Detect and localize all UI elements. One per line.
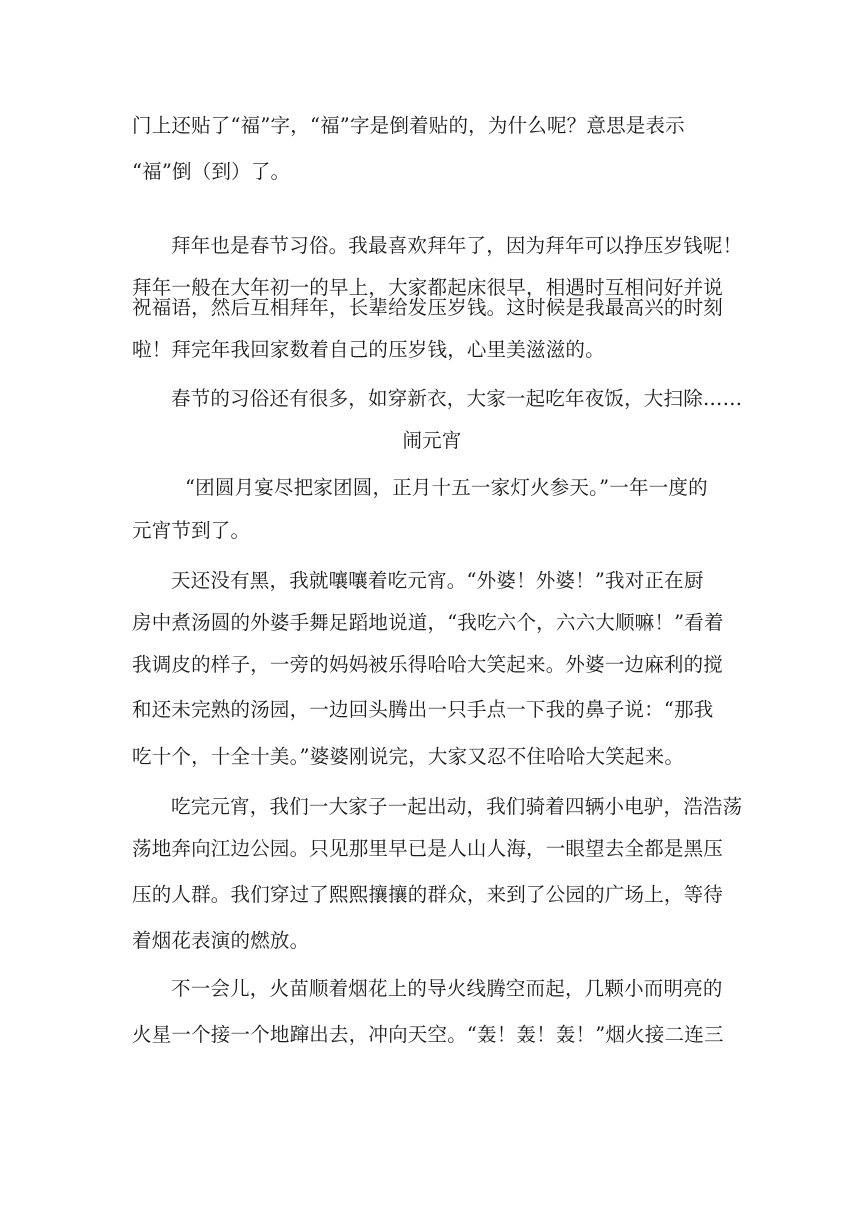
- paragraph-start: 春节的习俗还有很多，如穿新衣，大家一起吃年夜饭，大扫除……: [171, 387, 743, 410]
- text-line: “福”倒（到）了。: [132, 160, 291, 183]
- text-line: 啦！拜完年我回家数着自己的压岁钱，心里美滋滋的。: [132, 338, 605, 361]
- text-line: 着烟花表演的燃放。: [132, 929, 310, 952]
- text-line: 荡地奔向江边公园。只见那里早已是人山人海，一眼望去全都是黑压: [132, 837, 724, 860]
- text-line: 和还未完熟的汤园，一边回头腾出一只手点一下我的鼻子说：“那我: [132, 698, 714, 721]
- text-line: 我调皮的样子，一旁的妈妈被乐得哈哈大笑起来。外婆一边麻利的搅: [132, 653, 724, 676]
- text-line: 祝福语，然后互相拜年，长辈给发压岁钱。这时候是我最高兴的时刻: [132, 296, 724, 319]
- text-line: 火星一个接一个地蹿出去，冲向天空。“轰！轰！轰！”烟火接二连三: [132, 1023, 724, 1046]
- text-line: 拜年一般在大年初一的早上，大家都起床很早，相遇时互相问好并说: [132, 276, 724, 299]
- paragraph-start: 天还没有黑，我就嚷嚷着吃元宵。“外婆！外婆！”我对正在厨: [171, 569, 704, 592]
- section-heading: 闹元宵: [402, 429, 462, 452]
- paragraph-start: 拜年也是春节习俗。我最喜欢拜年了，因为拜年可以挣压岁钱呢！: [171, 234, 743, 257]
- text-line: 门上还贴了“福”字，“福”字是倒着贴的，为什么呢？意思是表示: [132, 114, 685, 137]
- paragraph-start: 吃完元宵，我们一大家子一起出动，我们骑着四辆小电驴，浩浩荡: [171, 795, 743, 818]
- text-line: 元宵节到了。: [132, 519, 251, 542]
- paragraph-start: 不一会儿，火苗顺着烟花上的导火线腾空而起，几颗小而明亮的: [171, 977, 723, 1000]
- text-line: 房中煮汤圆的外婆手舞足蹈地说道，“我吃六个，六六大顺嘛！”看着: [132, 611, 724, 634]
- text-line: 压的人群。我们穿过了熙熙攘攘的群众，来到了公园的广场上，等待: [132, 883, 724, 906]
- paragraph-start: “团圆月宴尽把家团圆，正月十五一家灯火参天。”一年一度的: [185, 476, 708, 499]
- text-line: 吃十个，十全十美。”婆婆刚说完，大家又忍不住哈哈大笑起来。: [132, 745, 685, 768]
